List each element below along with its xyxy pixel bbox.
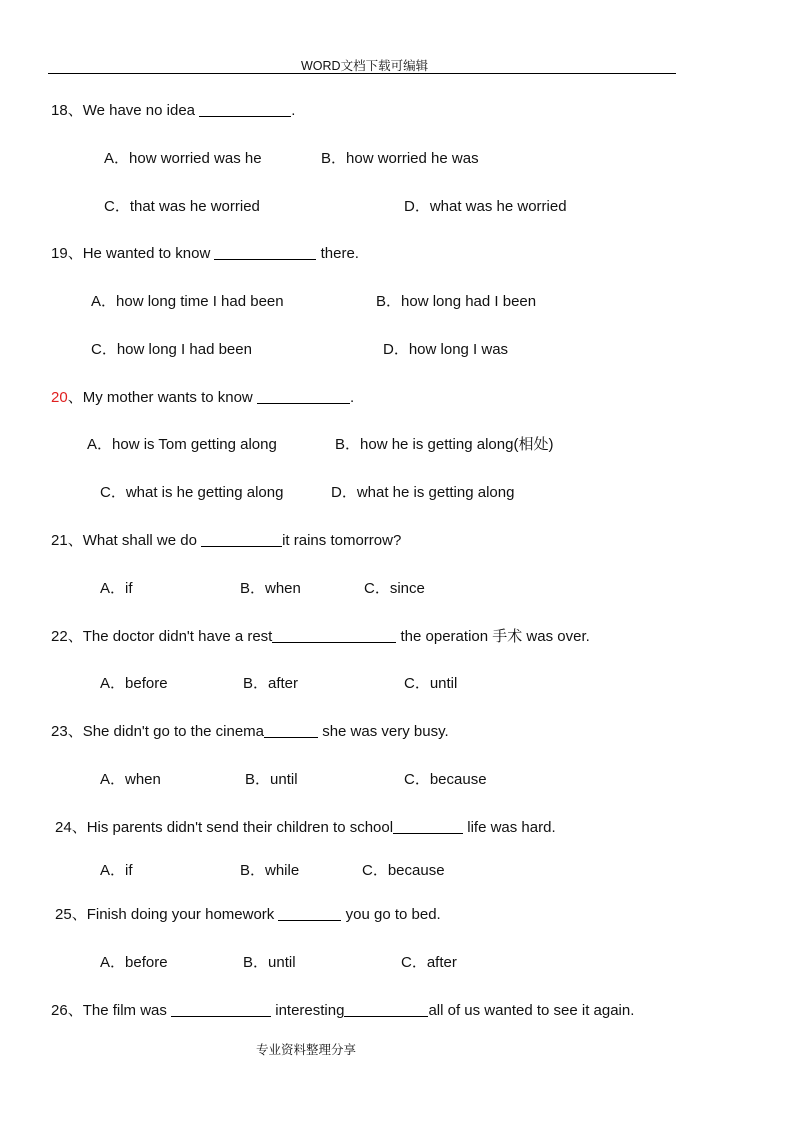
question-text-end: you go to bed. <box>341 906 441 923</box>
option-18-b[interactable]: B．how worried he was <box>321 150 479 167</box>
question-number: 21 <box>51 532 68 549</box>
answer-blank[interactable] <box>171 1002 271 1017</box>
question-23 <box>51 723 449 741</box>
question-25 <box>55 906 441 924</box>
question-separator: 、 <box>67 628 83 645</box>
question-separator: 、 <box>67 1002 83 1019</box>
question-separator: 、 <box>71 819 87 836</box>
option-19-d[interactable]: D．how long I was <box>383 341 509 358</box>
question-separator: 、 <box>67 723 83 740</box>
question-text: What shall we do <box>82 532 202 549</box>
option-25-b[interactable]: B．until <box>243 954 296 971</box>
page-footer: 专业资料整理分享 <box>256 1043 357 1057</box>
question-text: We have no idea <box>82 102 200 119</box>
answer-blank[interactable] <box>272 628 396 643</box>
answer-blank[interactable] <box>393 819 463 834</box>
option-23-c[interactable]: C．because <box>404 771 487 788</box>
header-divider <box>48 73 676 74</box>
option-22-a[interactable]: A．before <box>100 675 168 692</box>
answer-blank[interactable] <box>201 532 282 547</box>
question-separator: 、 <box>67 245 83 262</box>
question-separator: 、 <box>67 532 83 549</box>
question-text-end: there. <box>316 245 359 262</box>
option-25-a[interactable]: A．before <box>100 954 168 971</box>
question-text: My mother wants to know <box>82 389 257 406</box>
page-header-title: WORD文档下载可编辑 <box>301 59 429 73</box>
answer-blank[interactable] <box>257 389 350 404</box>
option-20-b[interactable]: B．how he is getting along(相处) <box>335 436 554 453</box>
option-18-d[interactable]: D．what was he worried <box>404 198 567 215</box>
question-text-end: . <box>349 389 355 406</box>
question-26 <box>51 1002 634 1020</box>
answer-blank[interactable] <box>278 906 341 921</box>
option-24-b[interactable]: B．while <box>240 862 300 879</box>
question-number: 20 <box>51 389 68 406</box>
option-22-c[interactable]: C．until <box>404 675 458 692</box>
question-text: Finish doing your homework <box>86 906 279 923</box>
question-number: 19 <box>51 245 68 262</box>
option-20-a[interactable]: A．how is Tom getting along <box>87 436 277 453</box>
option-24-a[interactable]: A．if <box>100 862 133 879</box>
question-text: The film was <box>82 1002 172 1019</box>
question-number: 24 <box>55 819 72 836</box>
question-number: 26 <box>51 1002 68 1019</box>
answer-blank-2[interactable] <box>344 1002 428 1017</box>
option-19-b[interactable]: B．how long had I been <box>376 293 537 310</box>
question-19 <box>51 245 359 263</box>
question-22 <box>51 628 590 646</box>
question-text-end: all of us wanted to see it again. <box>428 1002 635 1019</box>
question-text-mid: interesting <box>271 1002 345 1019</box>
question-text: The doctor didn't have a rest <box>82 628 273 645</box>
question-number: 25 <box>55 906 72 923</box>
option-20-c[interactable]: C．what is he getting along <box>100 484 284 501</box>
option-25-c[interactable]: C．after <box>401 954 457 971</box>
question-text: He wanted to know <box>82 245 215 262</box>
option-23-a[interactable]: A．when <box>100 771 161 788</box>
answer-blank[interactable] <box>264 723 318 738</box>
question-text-end: life was hard. <box>463 819 556 836</box>
question-21 <box>51 532 401 550</box>
option-21-b[interactable]: B．when <box>240 580 301 597</box>
question-text-end: the operation 手术 was over. <box>396 628 590 645</box>
question-separator: 、 <box>67 389 83 406</box>
question-number: 23 <box>51 723 68 740</box>
option-18-a[interactable]: A．how worried was he <box>104 150 262 167</box>
question-text: She didn't go to the cinema <box>82 723 265 740</box>
option-21-c[interactable]: C．since <box>364 580 425 597</box>
question-number: 22 <box>51 628 68 645</box>
question-20 <box>51 389 354 407</box>
question-text: His parents didn't send their children to school <box>86 819 394 836</box>
option-24-c[interactable]: C．because <box>362 862 445 879</box>
question-24 <box>55 819 556 837</box>
option-19-a[interactable]: A．how long time I had been <box>91 293 284 310</box>
question-separator: 、 <box>67 102 83 119</box>
option-19-c[interactable]: C．how long I had been <box>91 341 252 358</box>
option-21-a[interactable]: A．if <box>100 580 133 597</box>
option-18-c[interactable]: C．that was he worried <box>104 198 260 215</box>
option-20-d[interactable]: D．what he is getting along <box>331 484 515 501</box>
question-text-end: it rains tomorrow? <box>282 532 402 549</box>
question-separator: 、 <box>71 906 87 923</box>
option-22-b[interactable]: B．after <box>243 675 299 692</box>
option-23-b[interactable]: B．until <box>245 771 298 788</box>
question-18 <box>51 102 295 120</box>
question-text-end: . <box>291 102 296 119</box>
answer-blank[interactable] <box>199 102 291 117</box>
answer-blank[interactable] <box>214 245 316 260</box>
question-number: 18 <box>51 102 68 119</box>
question-text-end: she was very busy. <box>318 723 449 740</box>
